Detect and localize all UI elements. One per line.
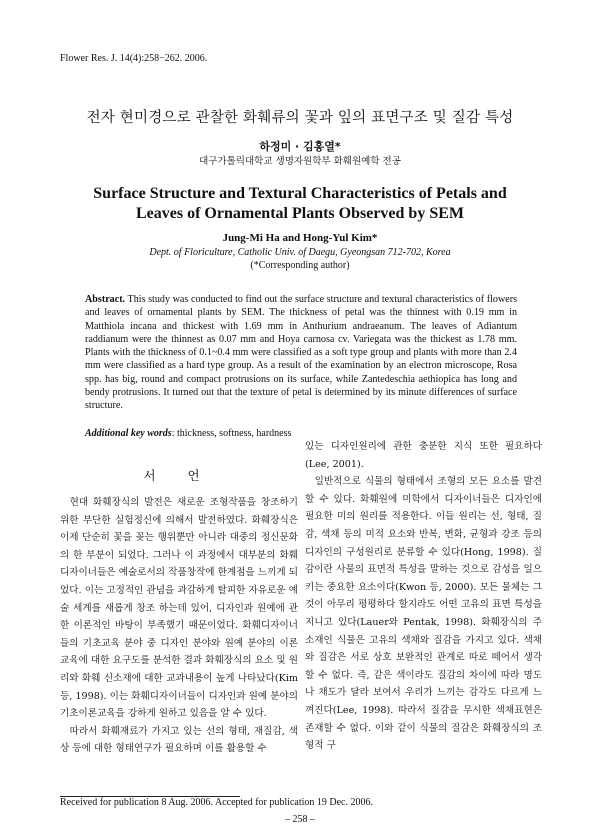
received-note: Received for publication 8 Aug. 2006. Accepted for publication 19 Dec. 2006. xyxy=(60,797,373,808)
paragraph: 현대 화훼장식의 발전은 새로운 조형작품을 창조하기 위한 부단한 실험정신에 의해서 발전하였다. 화훼장식은 이제 단순히 꽃을 꽂는 행위뿐만 아니라 대중의 정신문화의 한 부분이 되었다. 그러나 이 과정에서 대부분의 화훼디자이너들은 예술로서의 작품창작에 한계점을 느끼게 되었다. 이는 고정적인 관념을 과감하게 탈피한 자유로운 예술 세계를 새롭게 창조 하는데 있어, 디자인과 원예에 관한 이론적인 바탕이 부족했기 때문이었다. 화훼디자이너들의 기초교육 분야 중 디자인 분야와 원예 분야의 이론 교육에 대한 요구도를 분석한 결과 화훼장식의 요소 및 원리와 화훼 신소재에 대한 교과내용이 높게 나타났다(Kim 등, 1998). 이는 화훼디자이너들이 디자인과 원예 분야의 기초이론교육을 강하게 원하고 있음을 알 수 있다. xyxy=(60,497,298,720)
right-column xyxy=(305,438,542,755)
abstract xyxy=(85,293,517,413)
journal-reference: Flower Res. J. 14(4):258−262. 2006. xyxy=(60,53,208,64)
keywords-text: : thickness, softness, hardness xyxy=(171,428,292,439)
paragraph: 있는 디자인원리에 관한 충분한 지식 또한 필요하다(Lee, 2001). xyxy=(305,441,542,470)
english-affiliation: Dept. of Floriculture, Catholic Univ. of Daegu, Gyeongsan 712-702, Korea xyxy=(149,247,451,258)
korean-affiliation: 대구가톨릭대학교 생명자원학부 화훼원예학 전공 xyxy=(199,156,401,167)
abstract-label: Abstract. xyxy=(85,294,126,305)
page-number: – 258 – xyxy=(285,814,315,825)
corresponding-author-note: (*Corresponding author) xyxy=(250,260,350,271)
paragraph: 따라서 화훼재료가 가지고 있는 선의 형태, 재질감, 색상 등에 대한 형태연구가 필요하며 이를 활용할 수 xyxy=(60,725,298,755)
korean-title: 전자 현미경으로 관찰한 화훼류의 꽃과 잎의 표면구조 및 질감 특성 xyxy=(86,110,514,126)
paragraph: 일반적으로 식물의 형태에서 조형의 모든 요소를 발견할 수 있다. 화훼원에 미학에서 디자이너들은 디자인에 필요한 미의 원리를 적용한다. 이들 원리는 선, 형태, 질감, 색채 등의 미적 요소와 반복, 변화, 균형과 강조 등의 디자인의 구성원리로 분류할 수 있다(Hong, 1998). 질감이란 사물의 표면적 특성을 말하는 것으로 감성을 일으키는 중요한 요소이다(Kwon 등, 2000). 모든 물체는 그것이 아무리 평평하다 할지라도 어떤 고유의 표면 특성을 지니고 있다(Lauer와 Pentak, 1998). 화훼장식의 주 소재인 식물은 고유의 색채와 질감을 가지고 있다. 색채와 질감은 서로 상호 보완적인 관계로 따로 떼어서 생각할 수 없다. 즉, 같은 색이라도 질감의 차이에 따라 명도나 채도가 달라 보여서 우리가 느끼는 감각도 다르게 느껴진다(Lee, 1998). 따라서 질감을 무시한 색채표현은 존재할 수 없다. 이와 같이 식물의 질감은 화훼장식의 조형적 구 xyxy=(305,476,542,752)
abstract-text: This study was conducted to find out the surface structure and textural characteristics of flowers and leaves of ornamental plants by SEM. The thickness of petal was the thinnest with 0.19 mm in Matthiola incana and thickest with 1.69 mm in Anthurium andraeanum. The leaves of Adiantum raddianum were the thinnest as 0.07 mm and Hoya carnosa cv. Variegata was the thickest as 1.78 mm. Plants with the thickness of 0.1~0.4 mm were classified as a soft type group and plants with more than 2.4 mm were classified as a hard type group. As a result of the examination by an electron microscope, Rosa spp. has big, round and compact protrusions on its surface, while Zantedeschia aethiopica has long and bendy protrusions. It turned out that the texture of petal is determined by its minute differences of surface structure. xyxy=(85,294,517,412)
korean-authors: 하정미 · 김홍열* xyxy=(259,140,341,153)
keywords-label: Additional key words xyxy=(85,428,172,439)
section-heading-introduction: 서 언 xyxy=(143,468,214,483)
left-column xyxy=(60,494,298,758)
english-authors: Jung-Mi Ha and Hong-Yul Kim* xyxy=(222,232,378,244)
english-title: Surface Structure and Textural Characteristics of Petals and Leaves of Ornamental Plants Observed by SEM xyxy=(93,185,507,222)
